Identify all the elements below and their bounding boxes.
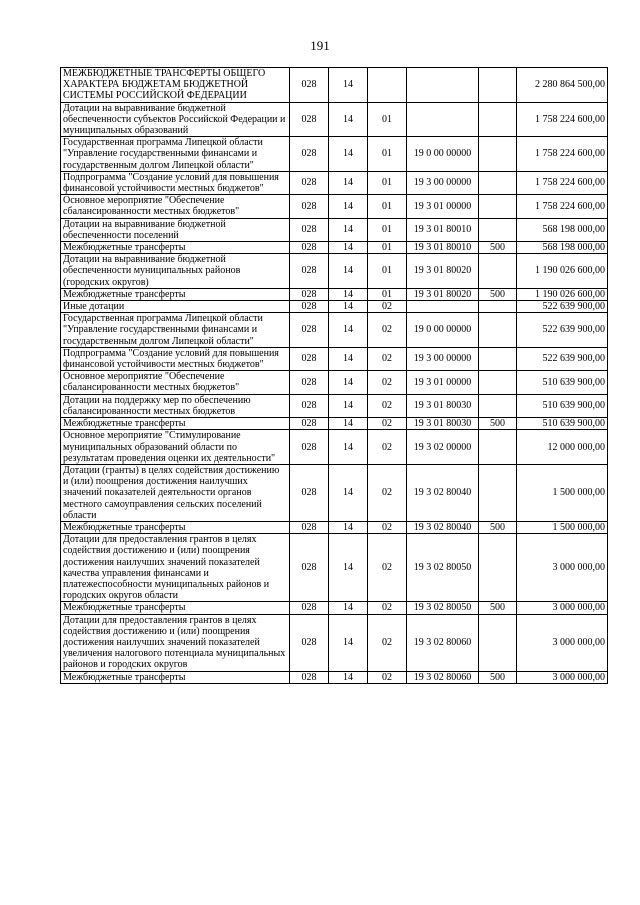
amount-cell: 1 758 224 600,00	[517, 102, 608, 137]
admin-code-cell: 028	[290, 288, 329, 300]
expense-type-cell	[479, 371, 517, 394]
subsection-cell: 02	[368, 418, 407, 430]
amount-cell: 3 000 000,00	[517, 602, 608, 614]
table-row	[61, 418, 608, 430]
target-article-cell	[407, 68, 479, 103]
amount-cell: 510 639 900,00	[517, 394, 608, 417]
item-name-cell: Основное мероприятие "Обеспечение сбалансированности местных бюджетов"	[61, 195, 290, 218]
table-row	[61, 195, 608, 218]
section-cell: 14	[329, 242, 368, 254]
table-row	[61, 602, 608, 614]
table-row	[61, 430, 608, 465]
section-cell: 14	[329, 195, 368, 218]
item-name-cell: Дотации на выравнивание бюджетной обеспеченности субъектов Российской Федерации и муниципальных образований	[61, 102, 290, 137]
expense-type-cell	[479, 347, 517, 370]
target-article-cell: 19 3 01 80030	[407, 418, 479, 430]
amount-cell: 510 639 900,00	[517, 418, 608, 430]
expense-type-cell: 500	[479, 288, 517, 300]
target-article-cell: 19 3 00 00000	[407, 347, 479, 370]
amount-cell: 1 758 224 600,00	[517, 195, 608, 218]
target-article-cell: 19 3 02 00000	[407, 430, 479, 465]
section-cell: 14	[329, 534, 368, 602]
item-name-cell: Государственная программа Липецкой области "Управление государственными финансами и государственным долгом Липецкой области"	[61, 137, 290, 172]
item-name-cell: Подпрограмма "Создание условий для повышения финансовой устойчивости местных бюджетов"	[61, 347, 290, 370]
section-cell: 14	[329, 430, 368, 465]
admin-code-cell: 028	[290, 464, 329, 521]
admin-code-cell: 028	[290, 254, 329, 289]
section-cell: 14	[329, 68, 368, 103]
item-name-cell: МЕЖБЮДЖЕТНЫЕ ТРАНСФЕРТЫ ОБЩЕГО ХАРАКТЕРА БЮДЖЕТАМ БЮДЖЕТНОЙ СИСТЕМЫ РОССИЙСКОЙ ФЕДЕРАЦИИ	[61, 68, 290, 103]
item-name-cell: Основное мероприятие "Стимулирование муниципальных образований области по результатам проведения оценки их деятельности"	[61, 430, 290, 465]
item-name-cell: Иные дотации	[61, 301, 290, 313]
expense-type-cell	[479, 171, 517, 194]
item-name-cell: Дотации на поддержку мер по обеспечению сбалансированности местных бюджетов	[61, 394, 290, 417]
admin-code-cell: 028	[290, 614, 329, 671]
subsection-cell: 01	[368, 102, 407, 137]
target-article-cell: 19 0 00 00000	[407, 137, 479, 172]
amount-cell: 2 280 864 500,00	[517, 68, 608, 103]
table-row	[61, 218, 608, 241]
target-article-cell	[407, 102, 479, 137]
target-article-cell: 19 3 02 80060	[407, 614, 479, 671]
admin-code-cell: 028	[290, 671, 329, 683]
section-cell: 14	[329, 218, 368, 241]
admin-code-cell: 028	[290, 602, 329, 614]
admin-code-cell: 028	[290, 521, 329, 533]
item-name-cell: Дотации для предоставления грантов в целях содействия достижению и (или) поощрения достижения наилучших значений показателей увеличения налогового потенциала муниципальных районов и городских округов	[61, 614, 290, 671]
expense-type-cell	[479, 218, 517, 241]
table-row	[61, 68, 608, 103]
admin-code-cell: 028	[290, 430, 329, 465]
section-cell: 14	[329, 171, 368, 194]
item-name-cell: Государственная программа Липецкой области "Управление государственными финансами и государственным долгом Липецкой области"	[61, 313, 290, 348]
table-row	[61, 288, 608, 300]
budget-table	[60, 67, 608, 684]
expense-type-cell	[479, 464, 517, 521]
subsection-cell	[368, 68, 407, 103]
amount-cell: 510 639 900,00	[517, 371, 608, 394]
item-name-cell: Дотации на выравнивание бюджетной обеспеченности муниципальных районов (городских округов)	[61, 254, 290, 289]
item-name-cell: Межбюджетные трансферты	[61, 521, 290, 533]
table-row	[61, 242, 608, 254]
section-cell: 14	[329, 464, 368, 521]
target-article-cell: 19 3 02 80050	[407, 602, 479, 614]
admin-code-cell: 028	[290, 394, 329, 417]
table-row	[61, 137, 608, 172]
subsection-cell: 02	[368, 464, 407, 521]
expense-type-cell	[479, 254, 517, 289]
expense-type-cell	[479, 137, 517, 172]
amount-cell: 1 190 026 600,00	[517, 254, 608, 289]
item-name-cell: Основное мероприятие "Обеспечение сбалансированности местных бюджетов"	[61, 371, 290, 394]
expense-type-cell	[479, 195, 517, 218]
expense-type-cell: 500	[479, 242, 517, 254]
amount-cell: 3 000 000,00	[517, 614, 608, 671]
subsection-cell: 01	[368, 242, 407, 254]
section-cell: 14	[329, 102, 368, 137]
subsection-cell: 01	[368, 195, 407, 218]
target-article-cell: 19 3 01 80020	[407, 254, 479, 289]
item-name-cell: Межбюджетные трансферты	[61, 242, 290, 254]
target-article-cell: 19 3 01 80020	[407, 288, 479, 300]
expense-type-cell: 500	[479, 671, 517, 683]
expense-type-cell	[479, 534, 517, 602]
section-cell: 14	[329, 301, 368, 313]
amount-cell: 522 639 900,00	[517, 301, 608, 313]
expense-type-cell	[479, 394, 517, 417]
admin-code-cell: 028	[290, 371, 329, 394]
subsection-cell: 02	[368, 371, 407, 394]
table-row	[61, 347, 608, 370]
subsection-cell: 02	[368, 313, 407, 348]
item-name-cell: Межбюджетные трансферты	[61, 288, 290, 300]
section-cell: 14	[329, 394, 368, 417]
admin-code-cell: 028	[290, 242, 329, 254]
subsection-cell: 02	[368, 347, 407, 370]
amount-cell: 522 639 900,00	[517, 347, 608, 370]
subsection-cell: 01	[368, 137, 407, 172]
section-cell: 14	[329, 671, 368, 683]
admin-code-cell: 028	[290, 218, 329, 241]
item-name-cell: Межбюджетные трансферты	[61, 602, 290, 614]
amount-cell: 1 758 224 600,00	[517, 171, 608, 194]
target-article-cell: 19 3 02 80050	[407, 534, 479, 602]
admin-code-cell: 028	[290, 195, 329, 218]
expense-type-cell: 500	[479, 602, 517, 614]
admin-code-cell: 028	[290, 137, 329, 172]
admin-code-cell: 028	[290, 301, 329, 313]
expense-type-cell	[479, 102, 517, 137]
item-name-cell: Межбюджетные трансферты	[61, 418, 290, 430]
expense-type-cell	[479, 430, 517, 465]
amount-cell: 568 198 000,00	[517, 242, 608, 254]
amount-cell: 1 190 026 600,00	[517, 288, 608, 300]
table-row	[61, 394, 608, 417]
target-article-cell: 19 3 02 80040	[407, 464, 479, 521]
subsection-cell: 02	[368, 602, 407, 614]
target-article-cell: 19 3 01 80030	[407, 394, 479, 417]
section-cell: 14	[329, 288, 368, 300]
subsection-cell: 02	[368, 430, 407, 465]
item-name-cell: Дотации на выравнивание бюджетной обеспеченности поселений	[61, 218, 290, 241]
expense-type-cell	[479, 301, 517, 313]
target-article-cell: 19 3 00 00000	[407, 171, 479, 194]
amount-cell: 3 000 000,00	[517, 534, 608, 602]
amount-cell: 12 000 000,00	[517, 430, 608, 465]
target-article-cell: 19 3 02 80060	[407, 671, 479, 683]
subsection-cell: 01	[368, 254, 407, 289]
subsection-cell: 02	[368, 614, 407, 671]
admin-code-cell: 028	[290, 347, 329, 370]
subsection-cell: 02	[368, 521, 407, 533]
amount-cell: 3 000 000,00	[517, 671, 608, 683]
expense-type-cell	[479, 68, 517, 103]
expense-type-cell	[479, 313, 517, 348]
section-cell: 14	[329, 347, 368, 370]
subsection-cell: 02	[368, 671, 407, 683]
admin-code-cell: 028	[290, 171, 329, 194]
admin-code-cell: 028	[290, 102, 329, 137]
admin-code-cell: 028	[290, 418, 329, 430]
table-row	[61, 671, 608, 683]
page-number: 191	[310, 38, 330, 53]
subsection-cell: 01	[368, 218, 407, 241]
section-cell: 14	[329, 137, 368, 172]
target-article-cell: 19 3 02 80040	[407, 521, 479, 533]
expense-type-cell	[479, 614, 517, 671]
amount-cell: 1 758 224 600,00	[517, 137, 608, 172]
target-article-cell: 19 3 01 00000	[407, 195, 479, 218]
section-cell: 14	[329, 313, 368, 348]
table-row	[61, 171, 608, 194]
table-row	[61, 534, 608, 602]
expense-type-cell: 500	[479, 418, 517, 430]
item-name-cell: Подпрограмма "Создание условий для повышения финансовой устойчивости местных бюджетов"	[61, 171, 290, 194]
subsection-cell: 02	[368, 394, 407, 417]
section-cell: 14	[329, 521, 368, 533]
section-cell: 14	[329, 418, 368, 430]
item-name-cell: Дотации (гранты) в целях содействия достижению и (или) поощрения достижения наилучших значений показателей деятельности органов местного самоуправления сельских поселений области	[61, 464, 290, 521]
section-cell: 14	[329, 602, 368, 614]
target-article-cell	[407, 301, 479, 313]
budget-table-body	[61, 68, 608, 684]
target-article-cell: 19 0 00 00000	[407, 313, 479, 348]
section-cell: 14	[329, 614, 368, 671]
target-article-cell: 19 3 01 80010	[407, 242, 479, 254]
target-article-cell: 19 3 01 80010	[407, 218, 479, 241]
subsection-cell: 01	[368, 171, 407, 194]
table-row	[61, 254, 608, 289]
table-row	[61, 371, 608, 394]
table-row	[61, 614, 608, 671]
admin-code-cell: 028	[290, 534, 329, 602]
item-name-cell: Дотации для предоставления грантов в целях содействия достижению и (или) поощрения достижения наилучших значений показателей качества управления финансами и платежеспособности муниципальных районов и городских округов области	[61, 534, 290, 602]
table-row	[61, 464, 608, 521]
section-cell: 14	[329, 254, 368, 289]
admin-code-cell: 028	[290, 313, 329, 348]
table-row	[61, 301, 608, 313]
amount-cell: 568 198 000,00	[517, 218, 608, 241]
subsection-cell: 02	[368, 534, 407, 602]
amount-cell: 1 500 000,00	[517, 521, 608, 533]
admin-code-cell: 028	[290, 68, 329, 103]
item-name-cell: Межбюджетные трансферты	[61, 671, 290, 683]
table-row	[61, 521, 608, 533]
expense-type-cell: 500	[479, 521, 517, 533]
amount-cell: 1 500 000,00	[517, 464, 608, 521]
amount-cell: 522 639 900,00	[517, 313, 608, 348]
table-row	[61, 102, 608, 137]
target-article-cell: 19 3 01 00000	[407, 371, 479, 394]
subsection-cell: 02	[368, 301, 407, 313]
section-cell: 14	[329, 371, 368, 394]
table-row	[61, 313, 608, 348]
subsection-cell: 01	[368, 288, 407, 300]
